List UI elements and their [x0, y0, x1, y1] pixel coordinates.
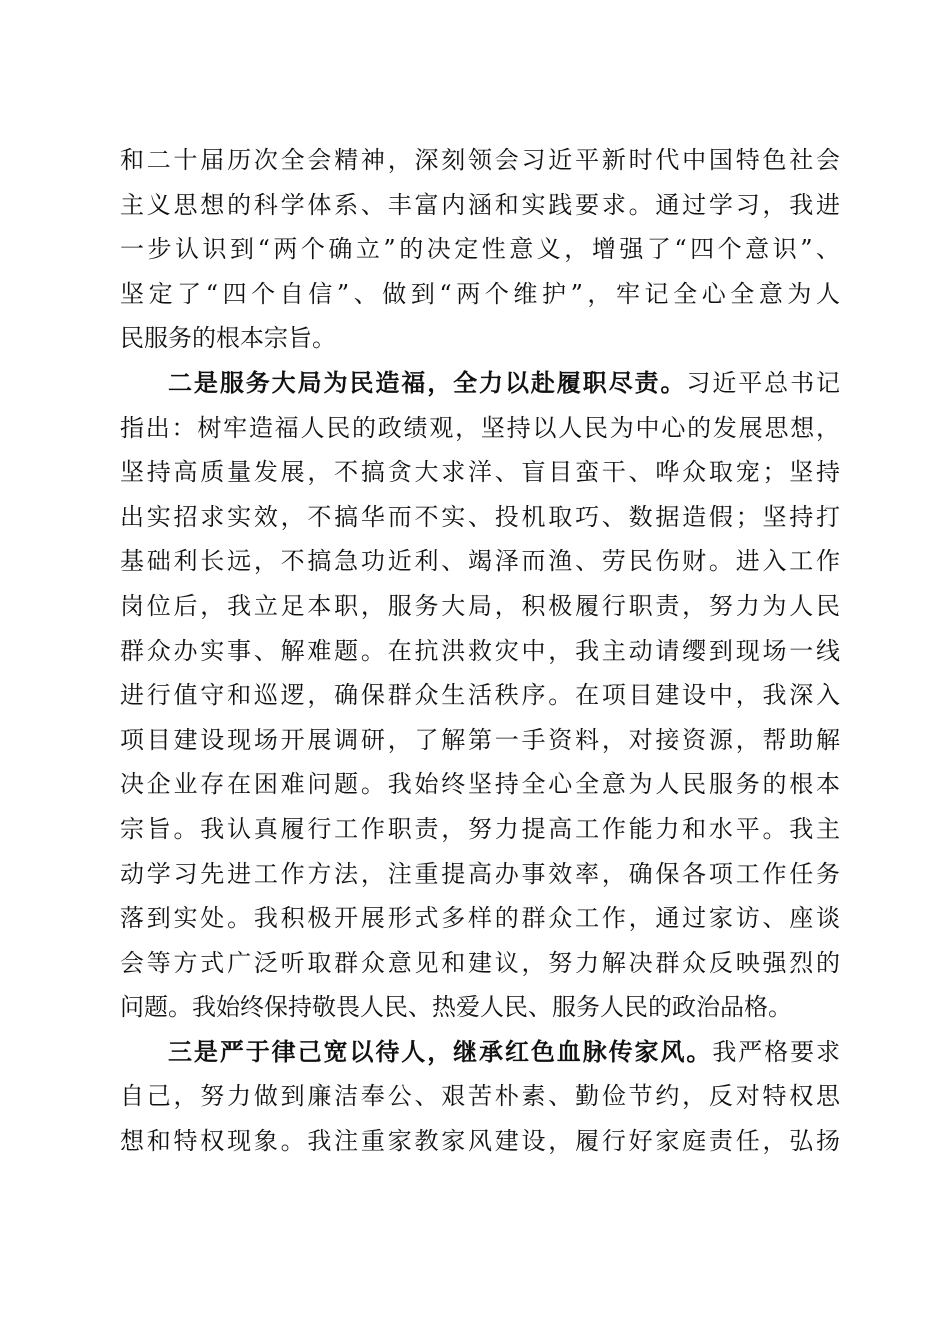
text-line: 群众办实事、解难题。在抗洪救灾中，我主动请缨到现场一线: [120, 636, 840, 665]
text-line: 落到实处。我积极开展形式多样的群众工作，通过家访、座谈: [120, 904, 840, 933]
section-heading-two: 二是服务大局为民造福，全力以赴履职尽责。: [168, 367, 687, 397]
text-line: 宗旨。我认真履行工作职责，努力提高工作能力和水平。我主: [120, 814, 840, 843]
text-line: 项目建设现场开展调研，了解第一手资料，对接资源，帮助解: [120, 725, 840, 754]
text-line: 一步认识到“两个确立”的决定性意义，增强了“四个意识”、: [120, 235, 840, 264]
text-line: 岗位后，我立足本职，服务大局，积极履行职责，努力为人民: [120, 591, 840, 620]
text-run: 习近平总书记: [686, 368, 841, 397]
text-line: 自己，努力做到廉洁奉公、艰苦朴素、勤俭节约，反对特权思: [120, 1082, 840, 1111]
text-line: 动学习先进工作方法，注重提高办事效率，确保各项工作任务: [120, 859, 840, 888]
text-line: 基础利长远，不搞急功近利、竭泽而渔、劳民伤财。进入工作: [120, 547, 840, 576]
text-line: 进行值守和巡逻，确保群众生活秩序。在项目建设中，我深入: [120, 681, 840, 710]
paragraph-first-line: [120, 361, 840, 406]
paragraph-first-line: [120, 1030, 840, 1075]
text-line: 想和特权现象。我注重家教家风建设，履行好家庭责任，弘扬: [120, 1127, 840, 1156]
document-body: [120, 138, 840, 1164]
text-line: 坚持高质量发展，不搞贪大求洋、盲目蛮干、哗众取宠；坚持: [120, 458, 840, 487]
text-run: 我严格要求: [712, 1037, 841, 1066]
text-line: 和二十届历次全会精神，深刻领会习近平新时代中国特色社会: [120, 146, 840, 174]
text-line: 民服务的根本宗旨。: [120, 324, 336, 353]
text-line: 主义思想的科学体系、丰富内涵和实践要求。通过学习，我进: [120, 190, 840, 219]
text-line: 指出：树牢造福人民的政绩观，坚持以人民为中心的发展思想，: [120, 413, 840, 442]
section-heading-three: 三是严于律己宽以待人，继承红色血脉传家风。: [168, 1036, 713, 1066]
text-line: 问题。我始终保持敬畏人民、热爱人民、服务人民的政治品格。: [120, 993, 792, 1022]
text-line: 坚定了“四个自信”、做到“两个维护”，牢记全心全意为人: [120, 279, 840, 308]
text-line: 出实招求实效，不搞华而不实、投机取巧、数据造假；坚持打: [120, 502, 840, 531]
text-line: 会等方式广泛听取群众意见和建议，努力解决群众反映强烈的: [120, 948, 840, 977]
text-line: 决企业存在困难问题。我始终坚持全心全意为人民服务的根本: [120, 770, 840, 799]
